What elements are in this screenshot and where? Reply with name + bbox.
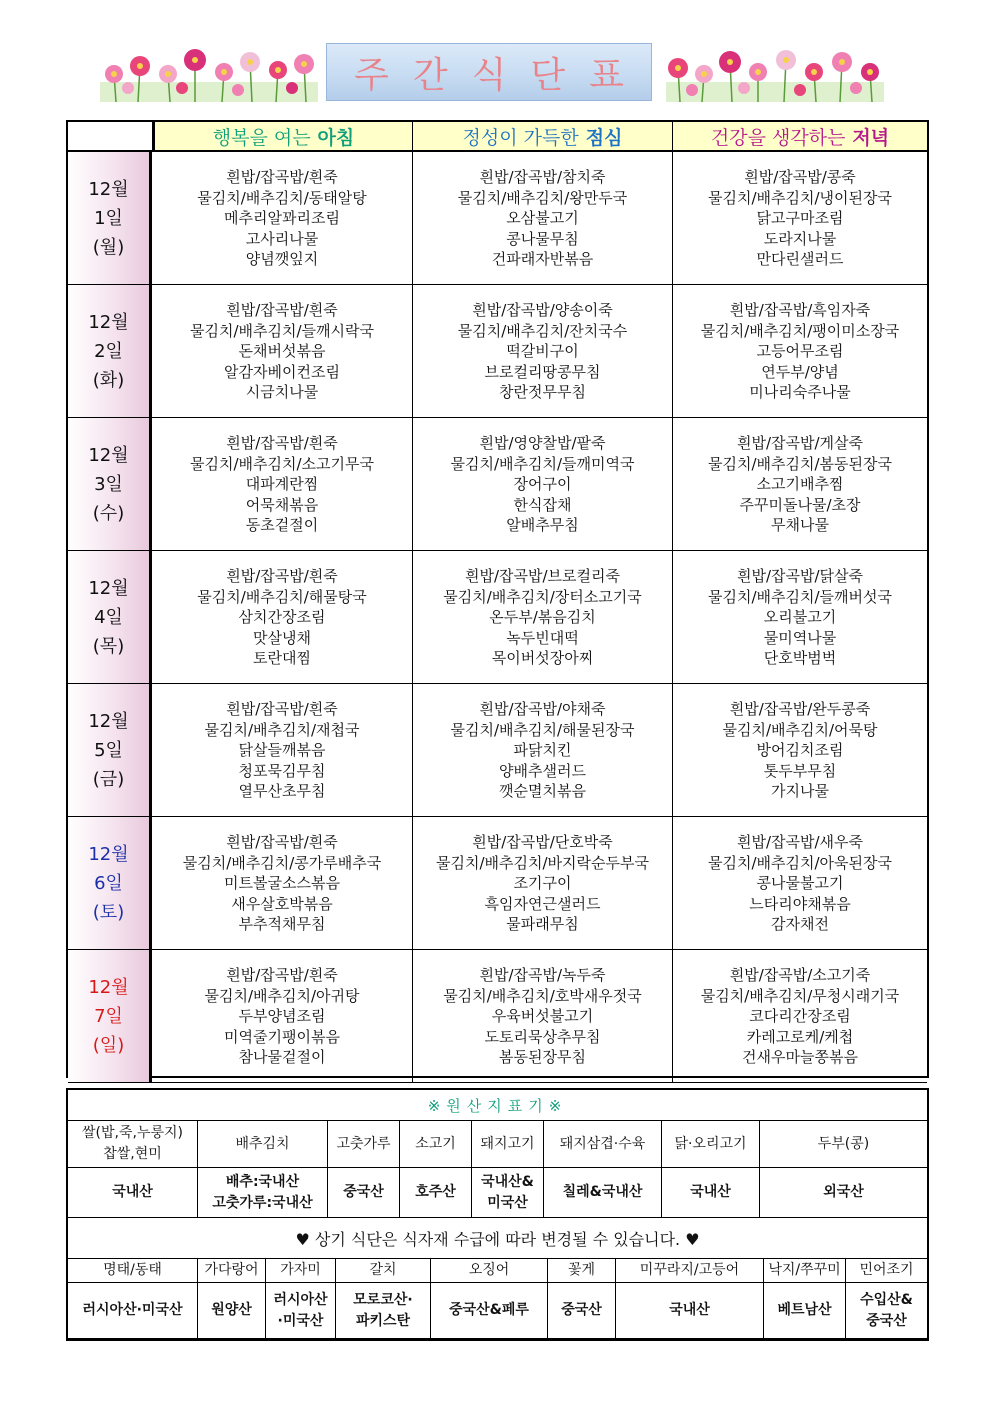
origin-value-cell xyxy=(760,1168,927,1218)
origin-header-cell xyxy=(336,1259,431,1283)
menu-item: 물김치/배추김치/소고기무국 xyxy=(190,454,374,473)
menu-item: 대파계란찜 xyxy=(245,475,319,494)
menu-item: 흰밥/잡곡밥/야채죽 xyxy=(479,700,606,719)
menu-item: 목이버섯장아찌 xyxy=(491,649,594,668)
menu-item: 오리불고기 xyxy=(763,608,837,627)
lunch-cell xyxy=(412,551,672,684)
origin-text-line: 찹쌀,현미 xyxy=(103,1146,162,1162)
menu-item: 흰밥/잡곡밥/흑임자죽 xyxy=(729,301,871,320)
menu-item: 흰밥/잡곡밥/녹두죽 xyxy=(479,966,606,985)
origin-text-line: 미국산 xyxy=(487,1194,528,1211)
origin-text-line: 수입산& xyxy=(860,1291,913,1308)
origin-value-cell xyxy=(68,1168,198,1218)
menu-item: 브로컬리땅콩무침 xyxy=(484,362,601,381)
menu-item: 흰밥/영양찰밥/팥죽 xyxy=(479,434,606,453)
header-corner xyxy=(68,122,152,152)
origin-text-line: 파키스탄 xyxy=(355,1312,411,1329)
menu-item: 흑임자연근샐러드 xyxy=(484,894,601,913)
header-lunch: 정성이 가득한 점심 xyxy=(412,122,672,152)
date-cell xyxy=(68,418,152,551)
menu-item: 만다린샐러드 xyxy=(756,250,844,269)
menu-item: 한식잡채 xyxy=(513,495,572,514)
origin-text-line: 고춧가루:국내산 xyxy=(212,1194,313,1211)
menu-item: 주꾸미돌나물/초장 xyxy=(739,495,861,514)
lunch-cell xyxy=(412,418,672,551)
menu-item: 닭살들깨볶음 xyxy=(238,741,326,760)
origin-text-line: 꽃게 xyxy=(567,1262,596,1278)
origin-text-line: 국내산& xyxy=(481,1173,534,1190)
menu-item: 콩나물무침 xyxy=(506,229,579,248)
menu-item: 방어김치조림 xyxy=(756,741,844,760)
menu-item: 메추리알꽈리조림 xyxy=(224,209,340,228)
origin-text-line: 가자미 xyxy=(280,1262,321,1278)
menu-item: 맛살냉채 xyxy=(253,628,311,647)
origin-text-line: 돼지삼겹·수육 xyxy=(559,1135,646,1152)
menu-item: 깻순멸치볶음 xyxy=(499,782,586,801)
date-weekday: (목) xyxy=(92,635,125,657)
origin-header-cell xyxy=(68,1259,198,1283)
menu-item: 돈채버섯볶음 xyxy=(238,342,326,361)
flower-banner-left xyxy=(100,44,318,102)
date-weekday: (금) xyxy=(92,768,125,790)
origin-text-line: 외국산 xyxy=(823,1184,864,1200)
origin-header-cell xyxy=(760,1121,927,1168)
menu-item: 양배추샐러드 xyxy=(499,761,586,780)
menu-item: 동초겉절이 xyxy=(245,516,319,535)
date-day: 4일 xyxy=(94,606,123,628)
date-month: 12월 xyxy=(88,178,129,200)
menu-item: 흰밥/잡곡밥/흰죽 xyxy=(226,567,338,586)
origin-text-line: 배추:국내산 xyxy=(225,1173,300,1190)
menu-item: 건새우마늘쫑볶음 xyxy=(742,1048,858,1067)
menu-item: 장어구이 xyxy=(513,475,572,494)
menu-item: 흰밥/잡곡밥/흰죽 xyxy=(226,434,338,453)
menu-item: 양념깻잎지 xyxy=(245,250,319,269)
menu-item: 두부양념조림 xyxy=(238,1007,326,1026)
menu-item: 고등어무조림 xyxy=(756,342,844,361)
origin-text-line: 명태/동태 xyxy=(103,1262,162,1278)
origin-header-cell xyxy=(662,1121,760,1168)
menu-item: 소고기배추찜 xyxy=(756,475,844,494)
dinner-cell xyxy=(672,418,927,551)
origin-header-cell xyxy=(764,1259,846,1283)
menu-item: 연두부/양념 xyxy=(761,362,839,381)
origin-header-cell xyxy=(431,1259,548,1283)
menu-row xyxy=(68,817,927,950)
menu-item: 알배추무침 xyxy=(506,516,579,535)
origin-value-cell xyxy=(328,1168,400,1218)
origin-header-cell xyxy=(544,1121,662,1168)
menu-item: 물김치/배추김치/바지락순두부국 xyxy=(436,853,649,872)
origin-header-cell xyxy=(472,1121,544,1168)
menu-item: 도라지나물 xyxy=(763,229,837,248)
menu-item: 물김치/배추김치/재첩국 xyxy=(204,720,360,739)
dinner-cell xyxy=(672,817,927,950)
origin-text-line: 돼지고기 xyxy=(480,1135,535,1152)
origin-value-cell xyxy=(198,1283,266,1339)
menu-item: 흰밥/잡곡밥/참치죽 xyxy=(479,168,606,187)
menu-item: 흰밥/잡곡밥/단호박죽 xyxy=(472,833,613,852)
origin-value-cell xyxy=(616,1283,764,1339)
date-cell xyxy=(68,551,152,684)
date-day: 2일 xyxy=(94,340,123,362)
menu-item: 물김치/배추김치/팽이미소장국 xyxy=(700,321,900,340)
breakfast-cell xyxy=(152,551,412,684)
origin-text-line: 중국산&페루 xyxy=(449,1302,529,1318)
menu-item: 물김치/배추김치/어묵탕 xyxy=(722,720,878,739)
origin-value-cell xyxy=(336,1283,431,1339)
weekly-menu-table xyxy=(66,120,929,1078)
menu-item: 삼치간장조림 xyxy=(238,608,326,627)
date-cell xyxy=(68,817,152,950)
origin-text-line: 두부(콩) xyxy=(817,1135,870,1152)
date-month: 12월 xyxy=(88,311,129,333)
origin-text-line: 러시아산·미국산 xyxy=(82,1302,183,1318)
origin-text-line: 원양산 xyxy=(211,1302,252,1318)
menu-item: 흰밥/잡곡밥/흰죽 xyxy=(226,833,338,852)
menu-item: 물김치/배추김치/왕만두국 xyxy=(457,188,628,207)
origin-header-cell xyxy=(198,1121,328,1168)
menu-item: 물김치/배추김치/무청시래기국 xyxy=(700,986,900,1005)
origin-text-line: 중국산 xyxy=(343,1184,384,1200)
menu-item: 물김치/배추김치/들깨시락국 xyxy=(190,321,374,340)
origin-text-line: 갈치 xyxy=(369,1262,397,1278)
date-day: 3일 xyxy=(94,473,123,495)
origin-text-line: 칠레&국내산 xyxy=(562,1184,643,1200)
lunch-cell xyxy=(412,285,672,418)
date-month: 12월 xyxy=(88,710,129,732)
menu-item: 녹두빈대떡 xyxy=(506,628,579,647)
menu-item: 감자채전 xyxy=(771,915,829,934)
date-weekday: (일) xyxy=(92,1034,125,1056)
origin-text-line: 국내산 xyxy=(669,1302,710,1318)
menu-item: 알감자베이컨조림 xyxy=(224,362,340,381)
origin-value-cell xyxy=(198,1168,328,1218)
dinner-cell xyxy=(672,285,927,418)
origin-value-cell xyxy=(846,1283,927,1339)
menu-row xyxy=(68,285,927,418)
origin-label-table xyxy=(66,1088,929,1341)
date-cell xyxy=(68,152,152,285)
origin-header-cell xyxy=(400,1121,472,1168)
origin-text-line: 낙지/쭈꾸미 xyxy=(768,1262,841,1278)
menu-item: 흰밥/잡곡밥/콩죽 xyxy=(744,168,856,187)
date-day: 5일 xyxy=(94,739,123,761)
menu-item: 물김치/배추김치/해물된장국 xyxy=(450,720,635,739)
origin-header-cell xyxy=(846,1259,927,1283)
menu-item: 파닭치킨 xyxy=(513,741,572,760)
menu-row xyxy=(68,418,927,551)
date-day: 6일 xyxy=(94,872,123,894)
menu-item: 토란대찜 xyxy=(253,649,311,668)
menu-item: 물미역나물 xyxy=(763,628,837,647)
origin-header-cell xyxy=(266,1259,336,1283)
lunch-cell xyxy=(412,684,672,817)
menu-item: 무채나물 xyxy=(771,516,829,535)
origin-header-cell xyxy=(68,1121,198,1168)
date-month: 12월 xyxy=(88,444,129,466)
origin-header-cell xyxy=(548,1259,616,1283)
menu-item: 창란젓무무침 xyxy=(499,383,586,402)
origin-text-line: 러시아산 xyxy=(273,1291,328,1308)
origin-text-line: 중국산 xyxy=(866,1312,907,1329)
origin-text-line: 고춧가루 xyxy=(336,1135,391,1152)
menu-item: 단호박범벅 xyxy=(763,649,837,668)
menu-item: 흰밥/잡곡밥/양송이죽 xyxy=(472,301,613,320)
menu-item: 오삼불고기 xyxy=(506,209,579,228)
breakfast-cell xyxy=(152,684,412,817)
date-month: 12월 xyxy=(88,976,129,998)
menu-item: 흰밥/잡곡밥/흰죽 xyxy=(226,966,338,985)
menu-item: 흰밥/잡곡밥/브로컬리죽 xyxy=(464,567,620,586)
menu-item: 미트볼굴소스볶음 xyxy=(224,874,340,893)
date-weekday: (월) xyxy=(92,236,125,258)
origin-value-cell xyxy=(764,1283,846,1339)
origin-text-line: 중국산 xyxy=(561,1302,602,1318)
date-day: 1일 xyxy=(94,207,123,229)
menu-item: 열무산초무침 xyxy=(238,782,326,801)
menu-item: 물김치/배추김치/아귀탕 xyxy=(204,986,360,1005)
menu-item: 톳두부무침 xyxy=(763,761,837,780)
origin-value-cell xyxy=(431,1283,548,1339)
origin-text-line: 국내산 xyxy=(690,1184,731,1200)
breakfast-cell xyxy=(152,418,412,551)
header-dinner: 건강을 생각하는 저녁 xyxy=(672,122,927,152)
date-weekday: (화) xyxy=(92,369,125,391)
menu-item: 흰밥/잡곡밥/소고기죽 xyxy=(729,966,871,985)
menu-item: 떡갈비구이 xyxy=(506,342,579,361)
menu-item: 물김치/배추김치/냉이된장국 xyxy=(708,188,892,207)
menu-item: 조기구이 xyxy=(513,874,572,893)
menu-item: 콩나물불고기 xyxy=(756,874,844,893)
origin-value-cell xyxy=(548,1283,616,1339)
menu-item: 시금치나물 xyxy=(245,383,319,402)
menu-item: 새우살호박볶음 xyxy=(231,894,333,913)
menu-item: 닭고구마조림 xyxy=(756,209,844,228)
origin-text-line: 국내산 xyxy=(112,1184,153,1200)
menu-item: 미역줄기팽이볶음 xyxy=(224,1027,340,1046)
origin-header-cell xyxy=(328,1121,400,1168)
origin-value-cell xyxy=(472,1168,544,1218)
lunch-cell xyxy=(412,817,672,950)
breakfast-cell xyxy=(152,285,412,418)
menu-item: 물파래무침 xyxy=(506,915,579,934)
menu-item: 흰밥/잡곡밥/흰죽 xyxy=(226,700,338,719)
menu-item: 흰밥/잡곡밥/새우죽 xyxy=(736,833,864,852)
menu-item: 물김치/배추김치/봄동된장국 xyxy=(708,454,892,473)
flower-banner-right xyxy=(666,44,884,102)
origin-header-cell xyxy=(198,1259,266,1283)
origin-text-line: 베트남산 xyxy=(777,1302,832,1318)
origin-text-line: ·미국산 xyxy=(277,1312,324,1329)
date-month: 12월 xyxy=(88,843,129,865)
date-day: 7일 xyxy=(94,1005,123,1027)
menu-item: 도토리묵상추무침 xyxy=(484,1027,601,1046)
menu-item: 물김치/배추김치/아욱된장국 xyxy=(708,853,892,872)
origin-value-cell xyxy=(400,1168,472,1218)
menu-item: 물김치/배추김치/들깨버섯국 xyxy=(708,587,892,606)
menu-change-notice: ♥ 상기 식단은 식자재 수급에 따라 변경될 수 있습니다. ♥ xyxy=(68,1218,927,1259)
menu-item: 어묵채볶음 xyxy=(245,495,319,514)
origin-text-line: 가다랑어 xyxy=(204,1262,259,1278)
origin-value-cell xyxy=(68,1283,198,1339)
menu-item: 흰밥/잡곡밥/완두콩죽 xyxy=(729,700,871,719)
menu-item: 물김치/배추김치/콩가루배추국 xyxy=(182,853,382,872)
dinner-cell xyxy=(672,152,927,285)
menu-item: 참나물겉절이 xyxy=(238,1048,326,1067)
menu-item: 청포묵김무침 xyxy=(238,761,326,780)
menu-item: 부추적채무침 xyxy=(238,915,326,934)
lunch-cell xyxy=(412,950,672,1083)
origin-text-line: 배추김치 xyxy=(235,1135,290,1152)
date-weekday: (수) xyxy=(92,502,125,524)
breakfast-cell xyxy=(152,152,412,285)
breakfast-cell xyxy=(152,817,412,950)
origin-text-line: 오징어 xyxy=(468,1262,510,1278)
origin-title: ※원산지표기※ xyxy=(68,1090,927,1121)
menu-item: 물김치/배추김치/해물탕국 xyxy=(197,587,367,606)
menu-item: 건파래자반볶음 xyxy=(491,250,594,269)
menu-item: 물김치/배추김치/호박새우젓국 xyxy=(443,986,642,1005)
dinner-cell xyxy=(672,684,927,817)
menu-item: 물김치/배추김치/들깨미역국 xyxy=(450,454,635,473)
menu-item: 고사리나물 xyxy=(245,229,319,248)
menu-row xyxy=(68,684,927,817)
menu-item: 물김치/배추김치/동태알탕 xyxy=(197,188,367,207)
menu-item: 온두부/볶음김치 xyxy=(489,608,596,627)
origin-text-line: 미꾸라지/고등어 xyxy=(639,1262,740,1278)
origin-value-cell xyxy=(544,1168,662,1218)
menu-item: 미나리숙주나물 xyxy=(749,383,851,402)
menu-row xyxy=(68,152,927,285)
origin-header-cell xyxy=(616,1259,764,1283)
menu-row xyxy=(68,551,927,684)
header-breakfast: 행복을 여는 아침 xyxy=(152,122,412,152)
date-month: 12월 xyxy=(88,577,129,599)
page-title: 주간식단표 xyxy=(326,43,652,101)
menu-row xyxy=(68,950,927,1083)
origin-text-line: 닭·오리고기 xyxy=(674,1135,747,1152)
menu-item: 가지나물 xyxy=(771,782,829,801)
origin-text-line: 소고기 xyxy=(415,1135,456,1152)
menu-item: 카레고로케/케첩 xyxy=(746,1027,854,1046)
dinner-cell xyxy=(672,551,927,684)
dinner-cell xyxy=(672,950,927,1083)
menu-item: 봄동된장무침 xyxy=(499,1048,586,1067)
menu-item: 물김치/배추김치/잔치국수 xyxy=(457,321,628,340)
menu-item: 우육버섯불고기 xyxy=(491,1007,594,1026)
origin-value-cell xyxy=(662,1168,760,1218)
menu-item: 물김치/배추김치/장터소고기국 xyxy=(443,587,642,606)
menu-item: 흰밥/잡곡밥/흰죽 xyxy=(226,168,338,187)
date-weekday: (토) xyxy=(92,901,125,923)
origin-text-line: 쌀(밥,죽,누룽지) xyxy=(82,1125,183,1141)
date-cell xyxy=(68,285,152,418)
menu-item: 코다리간장조림 xyxy=(749,1007,851,1026)
origin-text-line: 민어조기 xyxy=(859,1262,914,1278)
menu-item: 흰밥/잡곡밥/닭살죽 xyxy=(736,567,864,586)
menu-item: 흰밥/잡곡밥/게살죽 xyxy=(736,434,864,453)
origin-text-line: 호주산 xyxy=(415,1184,456,1200)
menu-item: 느타리야채볶음 xyxy=(749,894,851,913)
origin-text-line: 모로코산· xyxy=(353,1291,413,1308)
menu-item: 흰밥/잡곡밥/흰죽 xyxy=(226,301,338,320)
date-cell xyxy=(68,684,152,817)
origin-value-cell xyxy=(266,1283,336,1339)
breakfast-cell xyxy=(152,950,412,1083)
lunch-cell xyxy=(412,152,672,285)
date-cell xyxy=(68,950,152,1083)
